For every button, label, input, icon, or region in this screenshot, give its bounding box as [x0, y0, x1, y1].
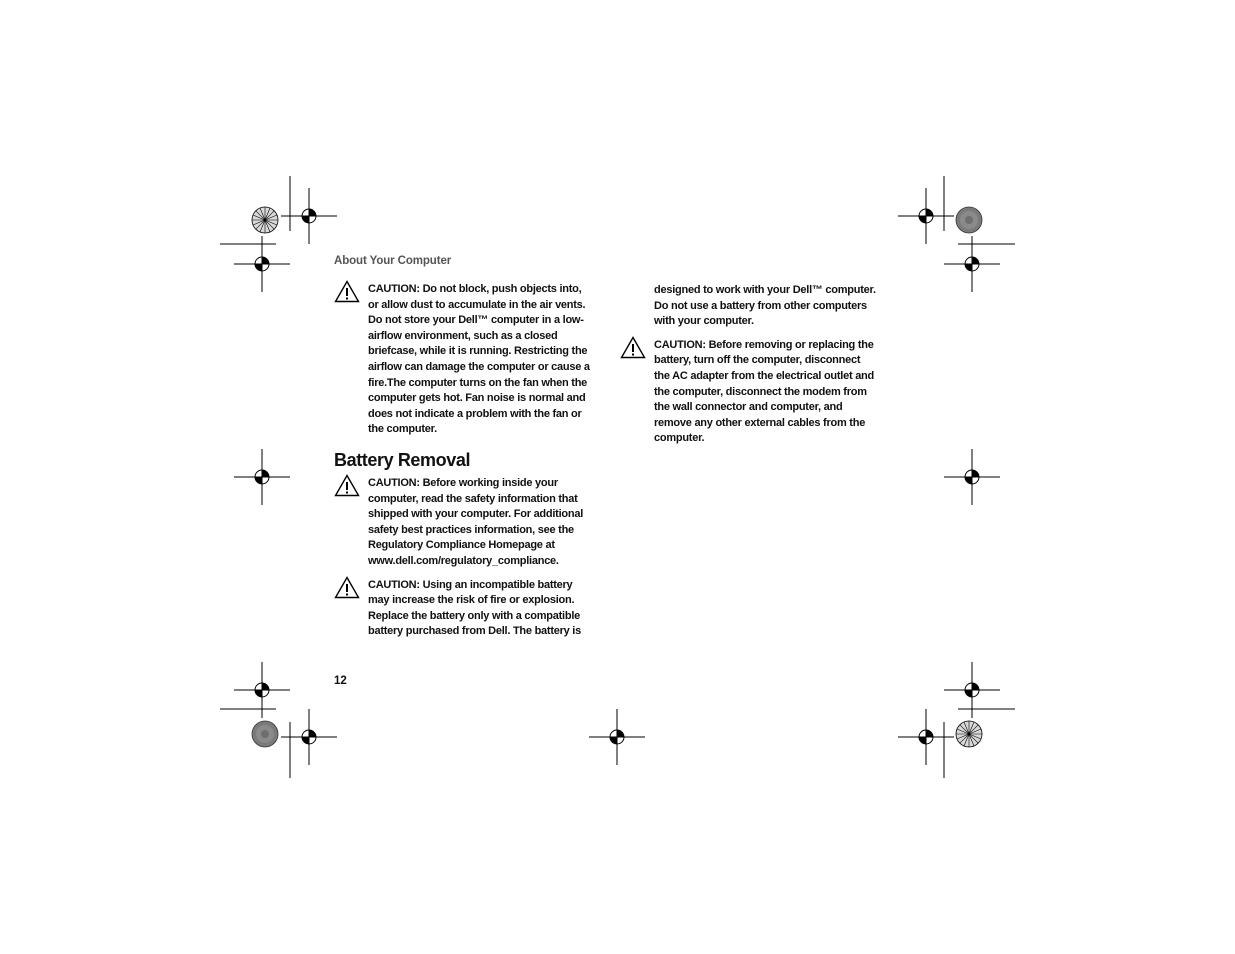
warning-triangle-icon — [334, 280, 360, 303]
running-head: About Your Computer — [334, 255, 452, 267]
page-number: 12 — [334, 675, 347, 687]
caution-label: CAUTION: — [368, 283, 420, 295]
left-column — [334, 282, 592, 648]
caution-label: CAUTION: — [368, 578, 420, 591]
caution-notice — [334, 282, 592, 438]
warning-triangle-icon — [334, 474, 360, 497]
caution-notice — [620, 338, 878, 447]
caution-text: Before removing or replacing the battery, turn off the computer, disconnect the AC adapter from the electrical outlet and the computer, disconnect the modem from the wall connector and computer, and remove any other external cables from the computer. — [654, 338, 874, 445]
caution-notice — [334, 578, 592, 640]
caution-label: CAUTION: — [654, 338, 706, 351]
caution-notice — [334, 476, 592, 570]
caution-text: Using an incompatible battery may increase the risk of fire or explosion. Replace the battery only with a compatible battery purchased from Dell. The battery is — [368, 578, 581, 638]
section-heading: Battery Removal — [334, 449, 471, 470]
right-column — [620, 283, 878, 455]
caution-label: CAUTION: — [368, 476, 420, 489]
warning-triangle-icon — [620, 336, 646, 359]
warning-triangle-icon — [334, 576, 360, 599]
caution-text: Do not block, push objects into, or allow dust to accumulate in the air vents. Do not store your Dell™ computer in a low-airflow environment, such as a closed briefcase, while it is running. Restricting the airflow can damage the computer or cause a fire.The computer turns on the fan when the computer gets hot. Fan noise is normal and does not indicate a problem with the fan or the computer. — [368, 283, 590, 436]
caution-text: Before working inside your computer, read the safety information that shipped with your computer. For additional safety best practices information, see the Regulatory Compliance Homepage at www.dell.com/regulatory_compliance. — [368, 476, 584, 567]
continued-paragraph: designed to work with your Dell™ computer. Do not use a battery from other computers with your computer. — [654, 284, 876, 328]
